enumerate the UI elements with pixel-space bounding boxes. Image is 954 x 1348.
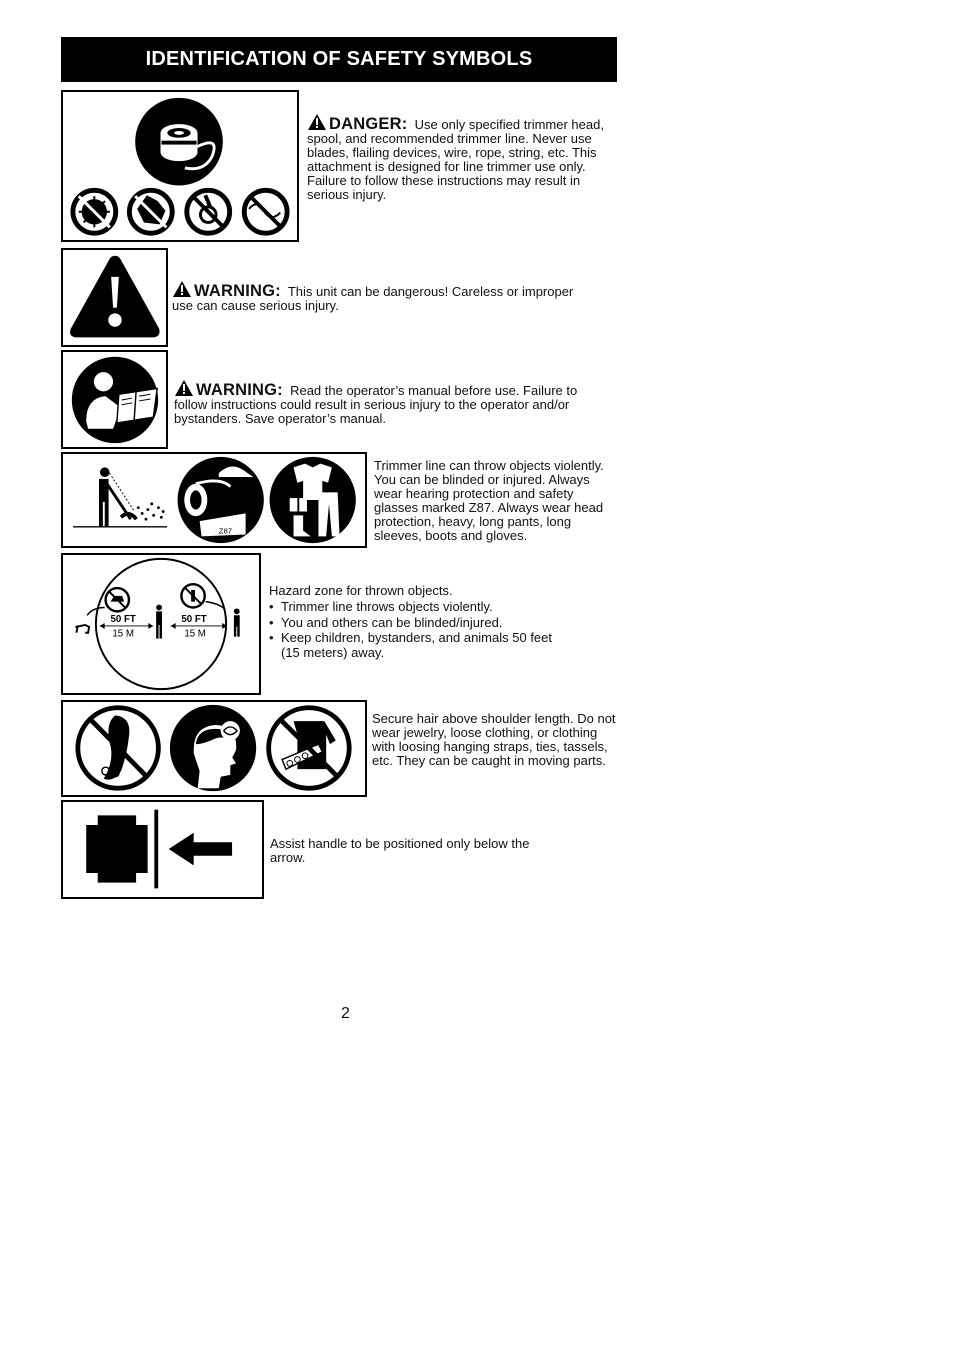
protective-gear-panel (61, 452, 367, 548)
page-number: 2 (341, 1005, 350, 1022)
hair-clothing-text: Secure hair above shoulder length. Do not wear jewelry, loose clothing, or clothing with loosing hanging straps, ties, tassels, etc. They can be caught in moving parts. (372, 711, 616, 768)
read-manual-icon (63, 352, 166, 447)
secured-hair-icon (170, 705, 256, 791)
protection-text: Trimmer line can throw objects violently. You can be blinded or injured. Always wear hearing protection and safety glasses marked Z87. Always wear head protection, heavy, long pants, long sleeves, boots and gloves. (374, 458, 604, 543)
warning-signal-word: WARNING: (196, 381, 283, 399)
read-manual-panel (61, 350, 168, 449)
distance-ft-left: 50 FT (110, 614, 136, 626)
bullet-item: • Trimmer line throws objects violently. (269, 600, 599, 615)
warning-dangerous-notice (172, 280, 592, 313)
long-hair-prohibited-icon (78, 708, 159, 789)
protective-gear-icons (63, 454, 365, 546)
distance-ft-right: 50 FT (181, 614, 207, 626)
distance-m-right: 15 M (184, 628, 206, 640)
alert-triangle-icon (63, 250, 166, 345)
warning-triangle-panel (61, 248, 168, 347)
danger-signal-word: DANGER: (329, 115, 408, 133)
warning-manual-text: Read the operator’s manual before use. Failure to follow instructions could result in serious injury to the operator and/or bystanders. Save operator’s manual. (174, 383, 578, 426)
hazard-zone-bullets (269, 600, 599, 660)
warning-triangle-icon (174, 379, 194, 397)
page-title: IDENTIFICATION OF SAFETY SYMBOLS (61, 37, 617, 82)
clothing-gloves-boots-icon (270, 457, 356, 543)
distance-m-left: 15 M (112, 628, 134, 640)
hazard-zone-icon (63, 555, 259, 693)
assist-handle-text: Assist handle to be positioned only below the arrow. (270, 836, 530, 865)
warning-signal-word: WARNING: (194, 282, 281, 300)
hazard-zone-intro: Hazard zone for thrown objects. (269, 583, 453, 598)
thrown-objects-icon (73, 467, 167, 526)
loose-hair-clothing-panel (61, 700, 367, 797)
hazard-zone-panel (61, 553, 261, 695)
bullet-item: • You and others can be blinded/injured. (269, 616, 599, 631)
danger-text: Use only specified trimmer head, spool, and recommended trimmer line. Never use blades, flailing devices, wire, rope, string, etc. This attachment is designed for line trimmer use only. Failure to follow these instructions may result in serious injury. (307, 117, 604, 202)
danger-triangle-icon (307, 113, 327, 131)
danger-notice (307, 113, 607, 202)
warning-dangerous-text: This unit can be dangerous! Careless or improper use can cause serious injury. (172, 284, 574, 313)
hazard-zone-notice (269, 584, 599, 661)
loose-hair-clothing-icons (63, 702, 365, 795)
assist-handle-panel (61, 800, 264, 899)
bullet-item: • Keep children, bystanders, and animals 50 feet (15 meters) away. (269, 631, 571, 660)
trimmer-head-prohibited-icon (63, 92, 297, 240)
warning-triangle-icon (172, 280, 192, 298)
z87-mark: Z87 (218, 526, 232, 536)
warning-manual-notice (174, 379, 594, 426)
loose-clothing-prohibited-icon (269, 708, 350, 789)
assist-handle-arrow-icon (63, 802, 262, 897)
hearing-eye-protection-icon (178, 457, 264, 543)
danger-symbol-panel (61, 90, 299, 242)
